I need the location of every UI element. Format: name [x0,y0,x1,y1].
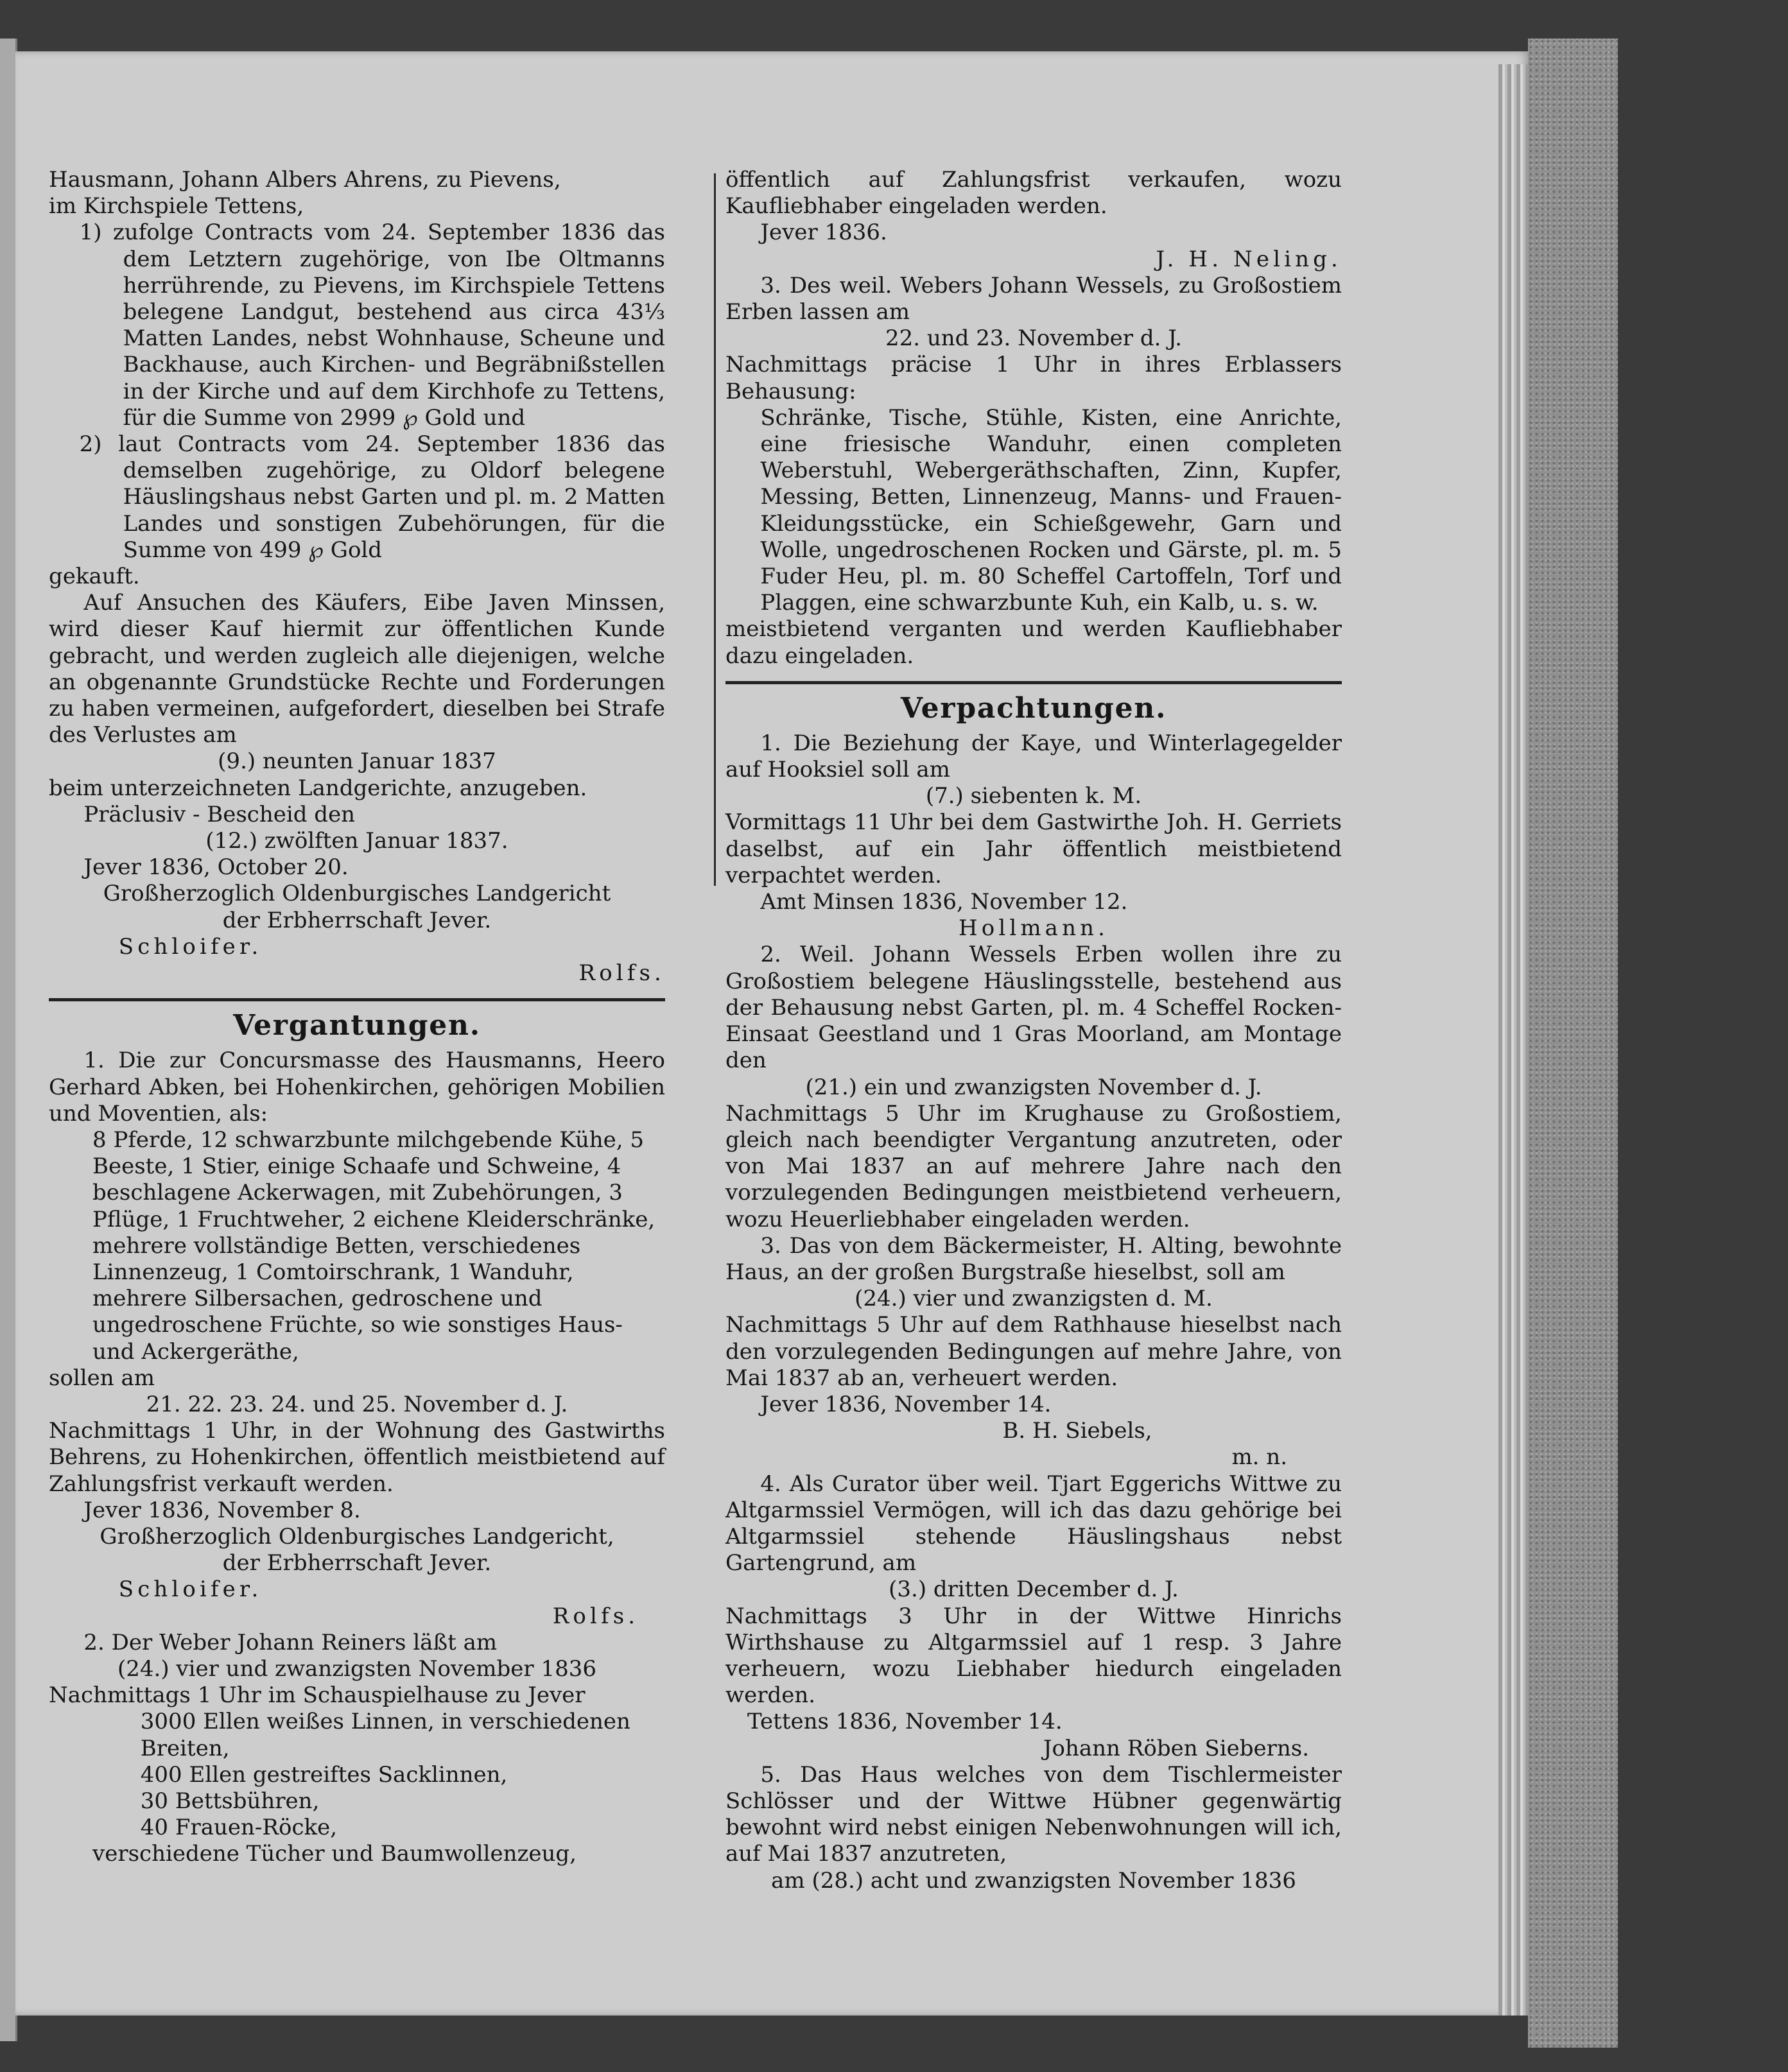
contract-1: 1) zufolge Contracts vom 24. September 1836 das dem Letztern zugehörige, von Ibe Oltmanns herrührende, zu Pievens, im Kirchspiele Tettens belegene Landgut, bestehend aus circa 43⅓ Matten Landes, nebst Wohnhause, Scheune und Backhause, auch Kirchen- und Begräbnißstellen in der Kirche und auf dem Kirchhofe zu Tettens, für die Summe von 2999 ℘ Gold und [79,220,665,431]
vergantung-sign-rolfs: Rolfs. [552,1603,639,1629]
court-name-1: Großherzoglich Oldenburgisches Landgericht [103,881,611,907]
date-2: (12.) zwölften Januar 1837. [205,828,508,854]
vergantung-item-2-list-0: 3000 Ellen weißes Linnen, in verschiedenen Breiten, [140,1709,630,1761]
vergantung-item-2-time: Nachmittags 1 Uhr im Schauspielhause zu Jever [49,1682,586,1709]
gekauft: gekauft. [49,564,140,590]
item-3-date: 22. und 23. November d. J. [885,325,1183,352]
vergantung-item-1-rest: Nachmittags 1 Uhr, in der Wohnung des Gastwirths Behrens, zu Hohenkirchen, öffentlich meistbietend auf Zahlungsfrist verkauft werden. [49,1418,665,1497]
item-3-list: Schränke, Tische, Stühle, Kisten, eine Anrichte, eine friesische Wanduhr, einen completen Weberstuhl, Webergeräthschaften, Zinn, Kupfer, Messing, Betten, Linnenzeug, Manns- und Frauen-Kleidungsstücke, ein Schießgewehr, Garn und Wolle, ungedroschenen Rocken und Gärste, pl. m. 5 Fuder Heu, pl. m. 80 Scheffel Cartoffeln, Torf und Plaggen, eine schwarzbunte Kuh, ein Kalb, u. s. w. [760,404,1342,616]
verpachtung-item-3-date: (24.) vier und zwanzigsten d. M. [855,1286,1213,1312]
verpachtung-item-3-rest: Nachmittags 5 Uhr auf dem Rathhause hieselbst nach den vorzulegenden Bedingungen auf mehre Jahre, von Mai 1837 ab an, verheuert werden. [725,1312,1342,1391]
previous-page-edge [0,39,17,2041]
vergantung-item-2: 2. Der Weber Johann Reiners läßt am [83,1629,498,1655]
verpachtung-item-1-rest: Vormittags 11 Uhr bei dem Gastwirthe Joh. H. Gerriets daselbst, auf ein Jahr öffentlich meistbietend verpachtet werden. [725,809,1342,888]
verpachtungen-heading: Verpachtungen. [900,691,1167,725]
verpachtung-item-5-date: am (28.) acht und zwanzigsten November 1836 [771,1867,1296,1894]
vergantung-item-2-list-3: 40 Frauen-Röcke, [140,1815,338,1841]
praeclusiv: Präclusiv - Bescheid den [83,801,356,827]
jever-1836: Jever 1836. [760,220,887,246]
verpachtung-item-4-date: (3.) dritten December d. J. [889,1576,1179,1603]
verpachtung-item-3-sign-2: m. n. [1231,1444,1287,1471]
continuation: öffentlich auf Zahlungsfrist verkaufen, wozu Kaufliebhaber eingeladen werden. [725,167,1342,220]
verpachtung-item-3-sign: B. H. Siebels, [1002,1418,1152,1444]
vergantung-court-1: Großherzoglich Oldenburgisches Landgericht, [100,1523,614,1550]
vergantung-item-2-date: (24.) vier und zwanzigsten November 1836 [117,1655,596,1682]
vergantung-sign-schloifer: Schloifer. [118,1576,263,1603]
vergantung-item-1: 1. Die zur Concursmasse des Hausmanns, Heero Gerhard Abken, bei Hohenkirchen, gehörigen Mobilien und Moventien, als: [49,1048,665,1127]
contract-2: 2) laut Contracts vom 24. September 1836 das demselben zugehörige, zu Oldorf belegene Häuslingshaus nebst Garten und pl. m. 2 Matten Landes und sonstigen Zubehörungen, für die Summe von 499 ℘ Gold [79,431,665,563]
intro-line-1: Hausmann, Johann Albers Ahrens, zu Pievens, [49,167,561,193]
vergantung-dates: 21. 22. 23. 24. und 25. November d. J. [146,1391,568,1417]
verpachtung-item-2-date: (21.) ein und zwanzigsten November d. J. [805,1074,1262,1100]
verpachtung-item-1-sign: Hollmann. [958,915,1109,942]
column-divider [714,173,716,886]
vergantung-court-2: der Erbherrschaft Jever. [222,1550,492,1576]
court-line: beim unterzeichneten Landgerichte, anzugeben. [49,775,587,801]
section-divider [49,998,665,1001]
verpachtung-item-1: 1. Die Beziehung der Kaye, und Winterlagegelder auf Hooksiel soll am [725,730,1342,783]
verpachtung-item-4-rest: Nachmittags 3 Uhr in der Wittwe Hinrichs Wirthshause zu Altgarmssiel auf 1 resp. 3 Jahre verheuern, wozu Liebhaber hiedurch eingeladen werden. [725,1603,1342,1709]
verpachtung-item-4-sign: Johann Röben Sieberns. [1043,1735,1309,1761]
place-date: Jever 1836, October 20. [83,854,349,881]
book-cover-edge [1528,39,1618,2048]
vergantung-item-2-list-1: 400 Ellen gestreiftes Sacklinnen, [140,1761,508,1788]
item-3-end: meistbietend verganten und werden Kaufliebhaber dazu eingeladen. [725,616,1342,669]
intro-line-2: im Kirchspiele Tettens, [49,193,304,220]
signature-rolfs: Rolfs. [578,960,665,987]
verpachtung-item-3-place: Jever 1836, November 14. [760,1391,1052,1417]
verpachtung-item-1-place: Amt Minsen 1836, November 12. [760,889,1128,915]
court-name-2: der Erbherrschaft Jever. [222,907,492,933]
item-3-time: Nachmittags präcise 1 Uhr in ihres Erblassers Behausung: [725,352,1342,404]
verpachtung-item-2-rest: Nachmittags 5 Uhr im Krughause zu Großostiem, gleich nach beendigter Vergantung anzutreten, oder von Mai 1837 an auf mehrere Jahre nach den vorzulegenden Bedingungen meistbietend verheuern, wozu Heuerliebhaber eingeladen werden. [725,1100,1342,1232]
vergantung-place-date: Jever 1836, November 8. [83,1497,361,1523]
vergantung-item-1-list: 8 Pferde, 12 schwarzbunte milchgebende Kühe, 5 Beeste, 1 Stier, einige Schaafe und Schweine, 4 beschlagene Ackerwagen, mit Zubehörungen, 3 Pflüge, 1 Fruchtweher, 2 eichene Kleiderschränke, mehrere vollständige Betten, verschiedenes Linnenzeug, 1 Comtoirschrank, 1 Wanduhr, mehrere Silbersachen, gedroschene und ungedroschene Früchte, so wie sonstiges Haus- und Ackergeräthe, [92,1127,655,1365]
verpachtung-item-2: 2. Weil. Johann Wessels Erben wollen ihre zu Großostiem belegene Häuslingsstelle, bestehend aus der Behausung nebst Garten, pl. m. 4 Scheffel Rocken-Einsaat Geestland und 1 Gras Moorland, am Montage den [725,942,1342,1074]
verpachtung-item-4: 4. Als Curator über weil. Tjart Eggerichs Wittwe zu Altgarmssiel Vermögen, will ich das dazu gehörige bei Altgarmssiel stehende Häuslingshaus nebst Gartengrund, am [725,1471,1342,1576]
verpachtung-item-5: 5. Das Haus welches von dem Tischlermeister Schlösser und der Wittwe Hübner gegenwärtig bewohnt wird nebst einigen Nebenwohnungen will ich, auf Mai 1837 anzutreten, [725,1761,1342,1867]
verpachtung-item-4-place: Tettens 1836, November 14. [747,1709,1063,1735]
section-divider-right [725,681,1342,684]
vergantung-item-2-last: verschiedene Tücher und Baumwollenzeug, [92,1841,577,1867]
right-column [725,167,1342,1894]
vergantung-sollen: sollen am [49,1365,155,1391]
vergantungen-heading: Vergantungen. [233,1009,481,1042]
signature-neling: J. H. Neling. [1156,246,1342,272]
date-1: (9.) neunten Januar 1837 [218,748,496,775]
vergantung-item-2-list-2: 30 Bettsbühren, [140,1788,320,1814]
request-paragraph: Auf Ansuchen des Käufers, Eibe Javen Minssen, wird dieser Kauf hiermit zur öffentlichen Kunde gebracht, und werden zugleich alle diejenigen, welche an obgenannte Grundstücke Rechte und Forderungen zu haben vermeinen, aufgefordert, dieselben bei Strafe des Verlustes am [49,590,665,748]
signature-schloifer: Schloifer. [118,933,263,960]
left-column [49,167,665,1868]
verpachtung-item-3: 3. Das von dem Bäckermeister, H. Alting, bewohnte Haus, an der großen Burgstraße hieselbst, soll am [725,1232,1342,1285]
item-3: 3. Des weil. Webers Johann Wessels, zu Großostiem Erben lassen am [725,272,1342,325]
verpachtung-item-1-date: (7.) siebenten k. M. [925,783,1142,809]
